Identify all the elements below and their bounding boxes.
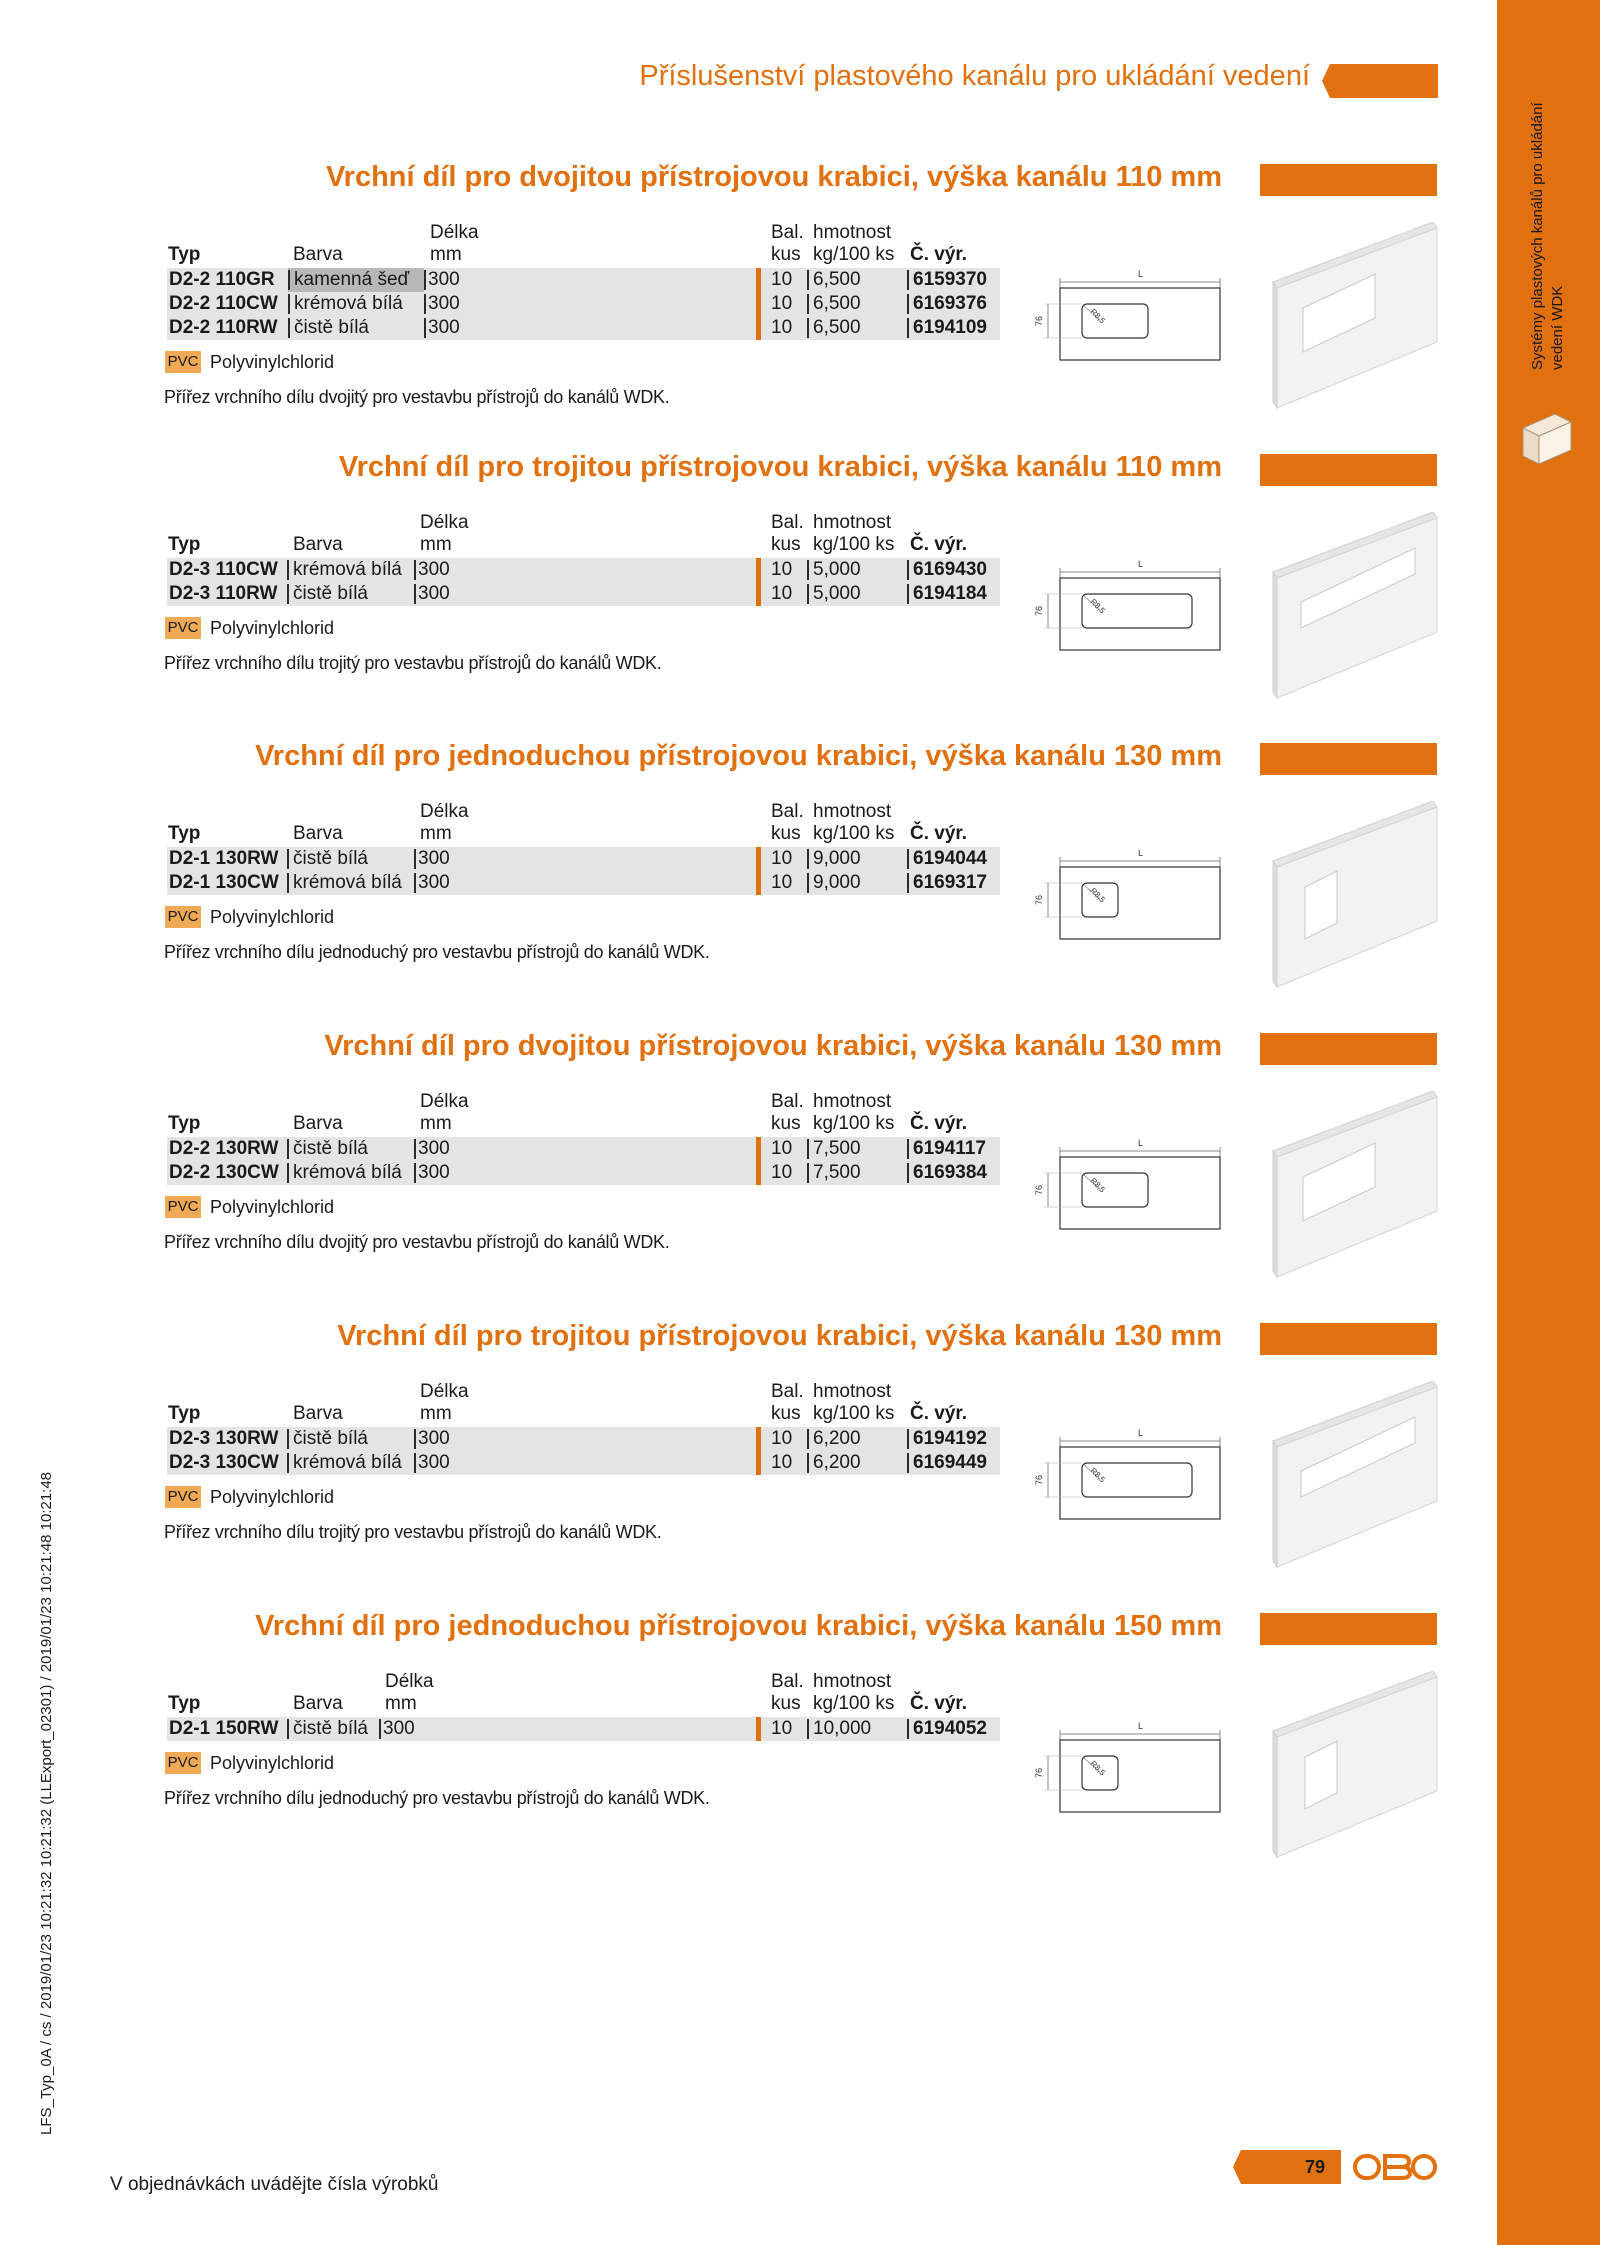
section-description: Přířez vrchního dílu jednoduchý pro vestavbu přístrojů do kanálů WDK. [164, 1788, 710, 1808]
cell-delka: 300 [418, 1428, 450, 1449]
col-head-mm: mm [420, 1403, 452, 1424]
col-head-barva: Barva [293, 823, 343, 844]
orange-separator [756, 1137, 761, 1161]
col-head-barva: Barva [293, 1403, 343, 1424]
cell-bal: 10 [771, 1428, 793, 1449]
col-head-delka: Délka [420, 512, 469, 533]
product-image [1265, 222, 1440, 412]
cell-separator [287, 1453, 289, 1473]
section-description: Přířez vrchního dílu dvojitý pro vestavbu přístrojů do kanálů WDK. [164, 1232, 670, 1252]
cell-separator [287, 1719, 289, 1739]
col-head-kg: kg/100 ks [813, 1113, 895, 1134]
col-head-kus: kus [771, 823, 801, 844]
col-head-typ: Typ [168, 1403, 201, 1424]
cell-separator [424, 294, 426, 314]
section-title-bar [1260, 1033, 1437, 1065]
cell-typ: D2-3 130CW [169, 1452, 279, 1473]
cell-separator [379, 1719, 381, 1739]
cell-separator [807, 1429, 809, 1449]
cell-bal: 10 [771, 848, 793, 869]
cell-hmotnost: 9,000 [813, 872, 861, 893]
sidebar-text-line2: vedení WDK [1549, 285, 1566, 370]
cell-separator [807, 270, 809, 290]
dimension-height-label: 76 [1034, 1184, 1044, 1195]
dimension-length-label: L [1138, 269, 1144, 279]
pvc-badge: PVC [165, 1752, 201, 1774]
col-head-delka: Délka [430, 222, 479, 243]
cell-separator [288, 318, 290, 338]
cell-separator [907, 1429, 909, 1449]
dimension-height-label: 76 [1034, 605, 1044, 616]
cell-typ: D2-1 150RW [169, 1718, 279, 1739]
cell-barva: čistě bílá [293, 1428, 368, 1449]
cell-separator [907, 1719, 909, 1739]
cell-bal: 10 [771, 1162, 793, 1183]
technical-drawing [1030, 1714, 1230, 1824]
col-head-cvyr: Č. výr. [910, 1113, 968, 1134]
dimension-height-label: 76 [1034, 315, 1044, 326]
cell-separator [907, 849, 909, 869]
cell-bal: 10 [771, 1452, 793, 1473]
cell-separator [287, 849, 289, 869]
col-head-kg: kg/100 ks [813, 244, 895, 265]
section-title-bar [1260, 743, 1437, 775]
cell-delka: 300 [383, 1718, 415, 1739]
cell-separator [287, 873, 289, 893]
col-head-hmotnost: hmotnost [813, 801, 892, 822]
col-head-bal: Bal. [771, 1381, 804, 1402]
cell-cislo-vyrobku: 6169376 [913, 293, 987, 314]
cell-separator [907, 560, 909, 580]
col-head-barva: Barva [293, 534, 343, 555]
material-label: Polyvinylchlorid [210, 1487, 335, 1507]
cell-cislo-vyrobku: 6194109 [913, 317, 987, 338]
col-head-barva: Barva [293, 1693, 343, 1714]
col-head-hmotnost: hmotnost [813, 222, 892, 243]
cell-barva: krémová bílá [294, 293, 403, 314]
cell-typ: D2-2 110CW [169, 293, 278, 314]
cell-separator [287, 560, 289, 580]
cell-hmotnost: 6,500 [813, 317, 861, 338]
cell-separator [287, 584, 289, 604]
col-head-cvyr: Č. výr. [910, 823, 968, 844]
cell-barva: krémová bílá [293, 1162, 402, 1183]
material-label: Polyvinylchlorid [210, 352, 335, 372]
table-row [167, 1427, 1000, 1451]
cell-typ: D2-2 110RW [169, 317, 278, 338]
radius-label: R8,5 [1088, 307, 1107, 326]
col-head-delka: Délka [385, 1671, 434, 1692]
cell-cislo-vyrobku: 6159370 [913, 269, 987, 290]
cell-cislo-vyrobku: 6169384 [913, 1162, 987, 1183]
table-row [167, 316, 1000, 340]
product-image [1265, 512, 1440, 702]
col-head-mm: mm [420, 1113, 452, 1134]
cell-separator [907, 1163, 909, 1183]
section-description: Přířez vrchního dílu trojitý pro vestavbu přístrojů do kanálů WDK. [164, 1522, 662, 1542]
col-head-kg: kg/100 ks [813, 1403, 895, 1424]
col-head-bal: Bal. [771, 222, 804, 243]
cell-separator [414, 849, 416, 869]
cell-separator [288, 294, 290, 314]
pvc-badge: PVC [165, 617, 201, 639]
technical-drawing [1030, 1131, 1230, 1241]
col-head-hmotnost: hmotnost [813, 512, 892, 533]
cell-hmotnost: 10,000 [813, 1718, 872, 1739]
cell-cislo-vyrobku: 6194044 [913, 848, 987, 869]
cell-hmotnost: 7,500 [813, 1138, 861, 1159]
cell-barva: krémová bílá [293, 872, 402, 893]
cell-barva: čistě bílá [293, 1138, 368, 1159]
col-head-delka: Délka [420, 1091, 469, 1112]
col-head-hmotnost: hmotnost [813, 1671, 892, 1692]
section-description: Přířez vrchního dílu jednoduchý pro vestavbu přístrojů do kanálů WDK. [164, 942, 710, 962]
dimension-length-label: L [1138, 848, 1144, 858]
col-head-kus: kus [771, 1403, 801, 1424]
section-title-bar [1260, 1613, 1437, 1645]
cell-separator [907, 1453, 909, 1473]
cell-separator [414, 584, 416, 604]
cell-separator [287, 1163, 289, 1183]
cell-cislo-vyrobku: 6169449 [913, 1452, 987, 1473]
cell-typ: D2-1 130CW [169, 872, 279, 893]
cell-barva: krémová bílá [293, 1452, 402, 1473]
col-head-mm: mm [420, 534, 452, 555]
dimension-length-label: L [1138, 1138, 1144, 1148]
pvc-badge: PVC [165, 351, 201, 373]
cell-typ: D2-2 130CW [169, 1162, 279, 1183]
cell-separator [907, 294, 909, 314]
orange-separator [756, 1717, 761, 1741]
col-head-kg: kg/100 ks [813, 1693, 895, 1714]
product-image [1265, 1381, 1440, 1571]
cell-barva: čistě bílá [294, 317, 369, 338]
table-row [167, 1717, 1000, 1741]
technical-drawing [1030, 1421, 1230, 1531]
section-description: Přířez vrchního dílu dvojitý pro vestavbu přístrojů do kanálů WDK. [164, 387, 670, 407]
cell-cislo-vyrobku: 6169317 [913, 872, 987, 893]
col-head-mm: mm [420, 823, 452, 844]
section-description: Přířez vrchního dílu trojitý pro vestavbu přístrojů do kanálů WDK. [164, 653, 662, 673]
material-label: Polyvinylchlorid [210, 618, 335, 638]
pvc-badge: PVC [165, 906, 201, 928]
col-head-delka: Délka [420, 1381, 469, 1402]
technical-drawing [1030, 262, 1230, 372]
channel-thumbnail-icon [1521, 408, 1573, 466]
section-title-bar [1260, 1323, 1437, 1355]
col-head-typ: Typ [168, 823, 201, 844]
cell-delka: 300 [418, 1452, 450, 1473]
cell-hmotnost: 6,500 [813, 293, 861, 314]
cell-typ: D2-3 110CW [169, 559, 278, 580]
product-section [0, 1319, 1500, 1599]
orange-separator [756, 316, 761, 340]
cell-hmotnost: 6,500 [813, 269, 861, 290]
col-head-typ: Typ [168, 1693, 201, 1714]
cell-separator [414, 1453, 416, 1473]
col-head-bal: Bal. [771, 1671, 804, 1692]
cell-separator [807, 1453, 809, 1473]
orange-separator [756, 268, 761, 292]
table-row [167, 1137, 1000, 1161]
cell-cislo-vyrobku: 6194184 [913, 583, 987, 604]
cell-hmotnost: 5,000 [813, 583, 861, 604]
page-number: 79 [1304, 2157, 1326, 2177]
cell-separator [414, 560, 416, 580]
product-section [0, 739, 1500, 1019]
col-head-hmotnost: hmotnost [813, 1381, 892, 1402]
cell-cislo-vyrobku: 6169430 [913, 559, 987, 580]
cell-hmotnost: 7,500 [813, 1162, 861, 1183]
dimension-height-label: 76 [1034, 1474, 1044, 1485]
radius-label: R8,5 [1088, 1466, 1107, 1485]
cell-delka: 300 [418, 872, 450, 893]
sidebar-text-line1: Systémy plastových kanálů pro ukládání [1529, 102, 1546, 370]
cell-separator [807, 873, 809, 893]
cell-cislo-vyrobku: 6194052 [913, 1718, 987, 1739]
cell-hmotnost: 6,200 [813, 1428, 861, 1449]
cell-separator [414, 873, 416, 893]
col-head-typ: Typ [168, 534, 201, 555]
cell-barva: krémová bílá [293, 559, 402, 580]
cell-separator [414, 1429, 416, 1449]
col-head-bal: Bal. [771, 801, 804, 822]
radius-label: R8,5 [1088, 886, 1107, 905]
section-title: Vrchní díl pro dvojitou přístrojovou krabici, výška kanálu 110 mm [325, 161, 1222, 193]
table-row [167, 847, 1000, 871]
cell-barva: čistě bílá [293, 848, 368, 869]
sidebar-category-text [1528, 10, 1570, 370]
section-title-bar [1260, 454, 1437, 486]
col-head-barva: Barva [293, 1113, 343, 1134]
cell-separator [287, 1429, 289, 1449]
material-label: Polyvinylchlorid [210, 907, 335, 927]
col-head-mm: mm [385, 1693, 417, 1714]
section-title: Vrchní díl pro jednoduchou přístrojovou krabici, výška kanálu 150 mm [255, 1610, 1222, 1642]
radius-label: R8,5 [1088, 1176, 1107, 1195]
print-meta-info: LFS_Typ_0A / cs / 2019/01/23 10:21:32 10:21:32 (LLExport_02301) / 2019/01/23 10:21:48 10:21:48 [38, 1471, 55, 2135]
cell-typ: D2-1 130RW [169, 848, 279, 869]
radius-label: R8,5 [1088, 597, 1107, 616]
cell-cislo-vyrobku: 6194192 [913, 1428, 987, 1449]
cell-separator [907, 873, 909, 893]
cell-separator [414, 1139, 416, 1159]
cell-bal: 10 [771, 872, 793, 893]
orange-separator [756, 582, 761, 606]
cell-separator [414, 1163, 416, 1183]
cell-bal: 10 [771, 583, 793, 604]
cell-separator [807, 1163, 809, 1183]
cell-separator [807, 318, 809, 338]
section-title: Vrchní díl pro trojitou přístrojovou krabici, výška kanálu 130 mm [337, 1320, 1222, 1352]
product-section [0, 1609, 1500, 1889]
orange-separator [756, 292, 761, 316]
orange-separator [756, 1451, 761, 1475]
dimension-height-label: 76 [1034, 894, 1044, 905]
cell-barva: čistě bílá [293, 583, 368, 604]
cell-cislo-vyrobku: 6194117 [913, 1138, 986, 1159]
cell-hmotnost: 9,000 [813, 848, 861, 869]
cell-separator [424, 318, 426, 338]
cell-separator [807, 294, 809, 314]
cell-typ: D2-3 130RW [169, 1428, 279, 1449]
col-head-kus: kus [771, 534, 801, 555]
cell-barva: kamenná šeď [294, 269, 410, 290]
col-head-typ: Typ [168, 244, 201, 265]
cell-delka: 300 [428, 269, 460, 290]
section-title: Vrchní díl pro jednoduchou přístrojovou krabici, výška kanálu 130 mm [255, 740, 1222, 772]
col-head-bal: Bal. [771, 1091, 804, 1112]
cell-typ: D2-2 130RW [169, 1138, 279, 1159]
col-head-cvyr: Č. výr. [910, 1403, 968, 1424]
cell-delka: 300 [418, 583, 450, 604]
cell-delka: 300 [428, 317, 460, 338]
cell-separator [807, 584, 809, 604]
table-row [167, 558, 1000, 582]
cell-separator [907, 270, 909, 290]
col-head-barva: Barva [293, 244, 343, 265]
col-head-typ: Typ [168, 1113, 201, 1134]
table-row [167, 292, 1000, 316]
cell-bal: 10 [771, 269, 793, 290]
orange-separator [756, 847, 761, 871]
product-image [1265, 801, 1440, 991]
cell-bal: 10 [771, 559, 793, 580]
radius-label: R8,5 [1088, 1759, 1107, 1778]
orange-separator [756, 1427, 761, 1451]
cell-delka: 300 [418, 1162, 450, 1183]
cell-typ: D2-3 110RW [169, 583, 278, 604]
table-row [167, 871, 1000, 895]
cell-barva: čistě bílá [293, 1718, 368, 1739]
cell-bal: 10 [771, 317, 793, 338]
section-title: Vrchní díl pro trojitou přístrojovou krabici, výška kanálu 110 mm [338, 451, 1222, 483]
cell-bal: 10 [771, 293, 793, 314]
product-section [0, 450, 1500, 730]
dimension-length-label: L [1138, 559, 1144, 569]
col-head-hmotnost: hmotnost [813, 1091, 892, 1112]
technical-drawing [1030, 552, 1230, 662]
col-head-kg: kg/100 ks [813, 534, 895, 555]
obo-logo [1353, 2150, 1437, 2184]
cell-separator [907, 1139, 909, 1159]
table-row [167, 1161, 1000, 1185]
pvc-badge: PVC [165, 1196, 201, 1218]
col-head-delka: Délka [420, 801, 469, 822]
col-head-bal: Bal. [771, 512, 804, 533]
col-head-cvyr: Č. výr. [910, 534, 968, 555]
cell-delka: 300 [428, 293, 460, 314]
cell-separator [907, 584, 909, 604]
col-head-mm: mm [430, 244, 462, 265]
cell-separator [288, 270, 290, 290]
cell-separator [807, 560, 809, 580]
cell-delka: 300 [418, 1138, 450, 1159]
technical-drawing [1030, 841, 1230, 951]
orange-separator [756, 871, 761, 895]
col-head-kus: kus [771, 244, 801, 265]
material-label: Polyvinylchlorid [210, 1197, 335, 1217]
page-header-title: Příslušenství plastového kanálu pro ukládání vedení [639, 60, 1310, 92]
table-row [167, 1451, 1000, 1475]
dimension-height-label: 76 [1034, 1767, 1044, 1778]
dimension-length-label: L [1138, 1721, 1144, 1731]
cell-separator [807, 849, 809, 869]
dimension-length-label: L [1138, 1428, 1144, 1438]
pvc-badge: PVC [165, 1486, 201, 1508]
cell-typ: D2-2 110GR [169, 269, 275, 290]
cell-separator [807, 1139, 809, 1159]
col-head-cvyr: Č. výr. [910, 1693, 968, 1714]
cell-bal: 10 [771, 1718, 793, 1739]
col-head-kg: kg/100 ks [813, 823, 895, 844]
col-head-kus: kus [771, 1113, 801, 1134]
cell-delka: 300 [418, 559, 450, 580]
product-section [0, 1029, 1500, 1309]
table-row [167, 268, 1000, 292]
product-section [0, 160, 1500, 440]
cell-hmotnost: 6,200 [813, 1452, 861, 1473]
col-head-kus: kus [771, 1693, 801, 1714]
orange-separator [756, 558, 761, 582]
cell-bal: 10 [771, 1138, 793, 1159]
product-image [1265, 1091, 1440, 1281]
cell-separator [424, 270, 426, 290]
cell-delka: 300 [418, 848, 450, 869]
cell-separator [807, 1719, 809, 1739]
cell-separator [907, 318, 909, 338]
header-tab-marker [1322, 64, 1438, 98]
cell-separator [287, 1139, 289, 1159]
cell-hmotnost: 5,000 [813, 559, 861, 580]
section-title-bar [1260, 164, 1437, 196]
section-title: Vrchní díl pro dvojitou přístrojovou krabici, výška kanálu 130 mm [324, 1030, 1222, 1062]
col-head-cvyr: Č. výr. [910, 244, 968, 265]
table-row [167, 582, 1000, 606]
orange-separator [756, 1161, 761, 1185]
material-label: Polyvinylchlorid [210, 1753, 335, 1773]
product-image [1265, 1671, 1440, 1861]
order-note: V objednávkách uvádějte čísla výrobků [110, 2174, 439, 2195]
